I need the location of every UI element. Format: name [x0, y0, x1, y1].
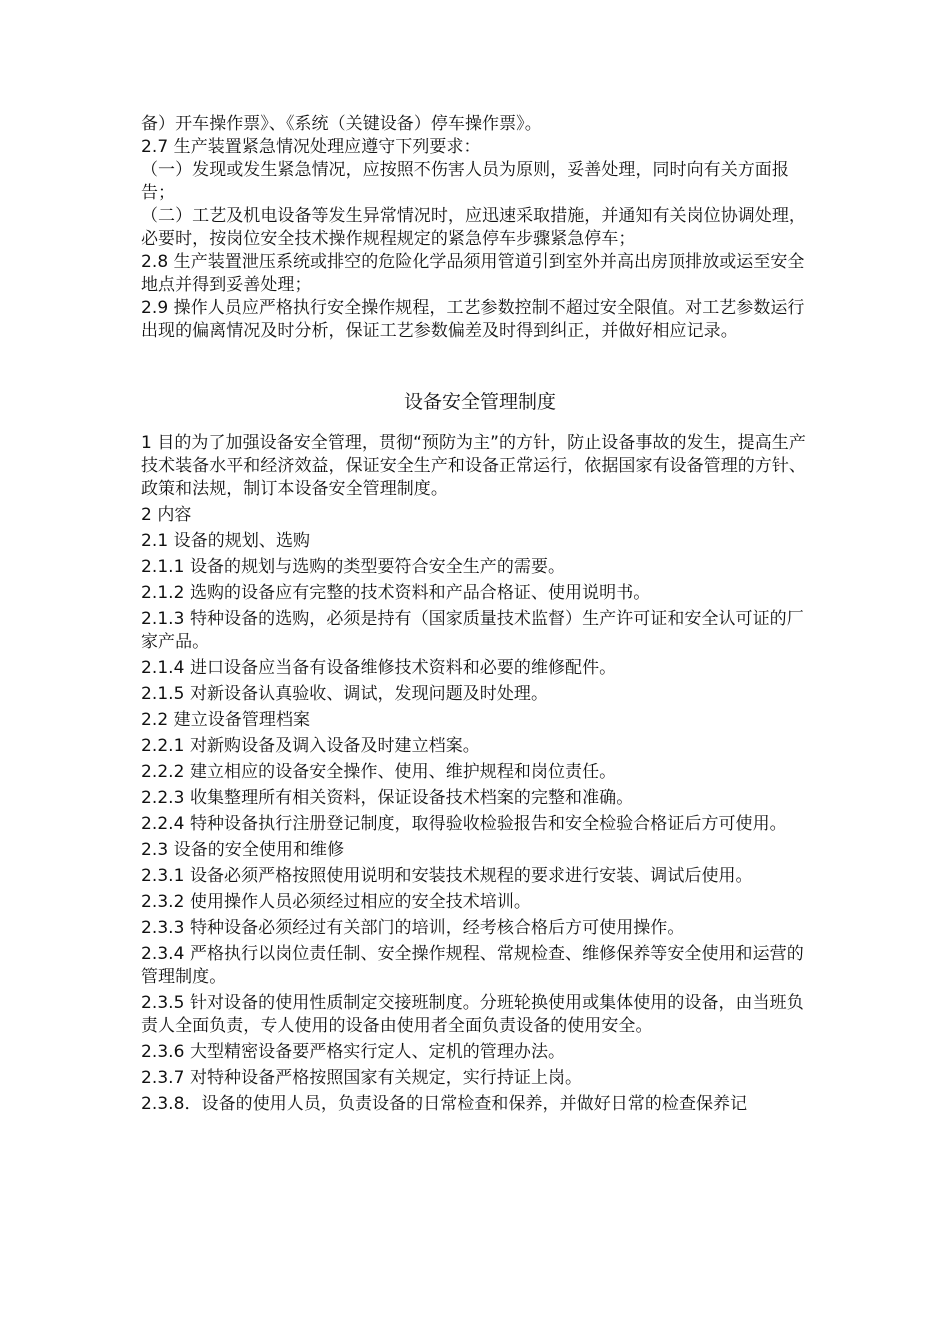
clause-2-8: 2.8 生产装置泄压系统或排空的危险化学品须用管道引到室外并高出房顶排放或运至安全地点并得到妥善处理；: [141, 252, 805, 295]
clause-2-1-1: 2.1.1 设备的规划与选购的类型要符合安全生产的需要。: [141, 557, 566, 577]
clause-2-2-4: 2.2.4 特种设备执行注册登记制度，取得验收检验报告和安全检验合格证后方可使用。: [141, 814, 787, 834]
document-content: [141, 113, 819, 1119]
clause-2-1-3: 2.1.3 特种设备的选购，必须是持有（国家质量技术监督）生产许可证和安全认可证的厂家产品。: [141, 609, 804, 652]
clause-2-2-3: 2.2.3 收集整理所有相关资料，保证设备技术档案的完整和准确。: [141, 788, 634, 808]
clause-2-7-item-2: （二）工艺及机电设备等发生异常情况时，应迅速采取措施，并通知有关岗位协调处理，必要时，按岗位安全技术操作规程规定的紧急停车步骤紧急停车；: [141, 206, 806, 249]
clause-2-2-2: 2.2.2 建立相应的设备安全操作、使用、维护规程和岗位责任。: [141, 762, 617, 782]
clause-2-3-7: 2.3.7 对特种设备严格按照国家有关规定，实行持证上岗。: [141, 1068, 583, 1088]
clause-2-3-8: 2.3.8．设备的使用人员，负责设备的日常检查和保养，并做好日常的检查保养记: [141, 1094, 748, 1114]
clause-2-2: 2.2 建立设备管理档案: [141, 710, 311, 730]
clause-2-3-3: 2.3.3 特种设备必须经过有关部门的培训，经考核合格后方可使用操作。: [141, 918, 685, 938]
clause-2-1-5: 2.1.5 对新设备认真验收、调试，发现问题及时处理。: [141, 684, 549, 704]
section-title: 设备安全管理制度: [403, 391, 556, 413]
clause-2-1-2: 2.1.2 选购的设备应有完整的技术资料和产品合格证、使用说明书。: [141, 583, 651, 603]
clause-2-3-2: 2.3.2 使用操作人员必须经过相应的安全技术培训。: [141, 892, 531, 912]
clause-2-1: 2.1 设备的规划、选购: [141, 531, 311, 551]
paragraph-continuation: 备）开车操作票》、《系统（关键设备）停车操作票》。: [141, 114, 542, 134]
clause-2-1-4: 2.1.4 进口设备应当备有设备维修技术资料和必要的维修配件。: [141, 658, 617, 678]
clause-2-3-1: 2.3.1 设备必须严格按照使用说明和安装技术规程的要求进行安装、调试后使用。: [141, 866, 753, 886]
clause-2-3: 2.3 设备的安全使用和维修: [141, 840, 345, 860]
content-heading: 2 内容: [141, 505, 192, 525]
clause-2-3-5: 2.3.5 针对设备的使用性质制定交接班制度。分班轮换使用或集体使用的设备，由当班负责人全面负责，专人使用的设备由使用者全面负责设备的使用安全。: [141, 993, 804, 1036]
purpose-paragraph: 1 目的为了加强设备安全管理，贯彻“预防为主”的方针，防止设备事故的发生，提高生产技术装备水平和经济效益，保证安全生产和设备正常运行，依据国家有设备管理的方针、政策和法规，制订本设备安全管理制度。: [141, 433, 806, 499]
clause-2-7: 2.7 生产装置紧急情况处理应遵守下列要求：: [141, 137, 481, 157]
clause-2-3-4: 2.3.4 严格执行以岗位责任制、安全操作规程、常规检查、维修保养等安全使用和运营的管理制度。: [141, 944, 804, 987]
clause-2-3-6: 2.3.6 大型精密设备要严格实行定人、定机的管理办法。: [141, 1042, 566, 1062]
clause-2-2-1: 2.2.1 对新购设备及调入设备及时建立档案。: [141, 736, 480, 756]
clause-2-7-item-1: （一）发现或发生紧急情况，应按照不伤害人员为原则，妥善处理，同时向有关方面报告；: [141, 160, 789, 203]
clause-2-9: 2.9 操作人员应严格执行安全操作规程，工艺参数控制不超过安全限值。对工艺参数运行出现的偏离情况及时分析，保证工艺参数偏差及时得到纠正，并做好相应记录。: [141, 298, 805, 341]
